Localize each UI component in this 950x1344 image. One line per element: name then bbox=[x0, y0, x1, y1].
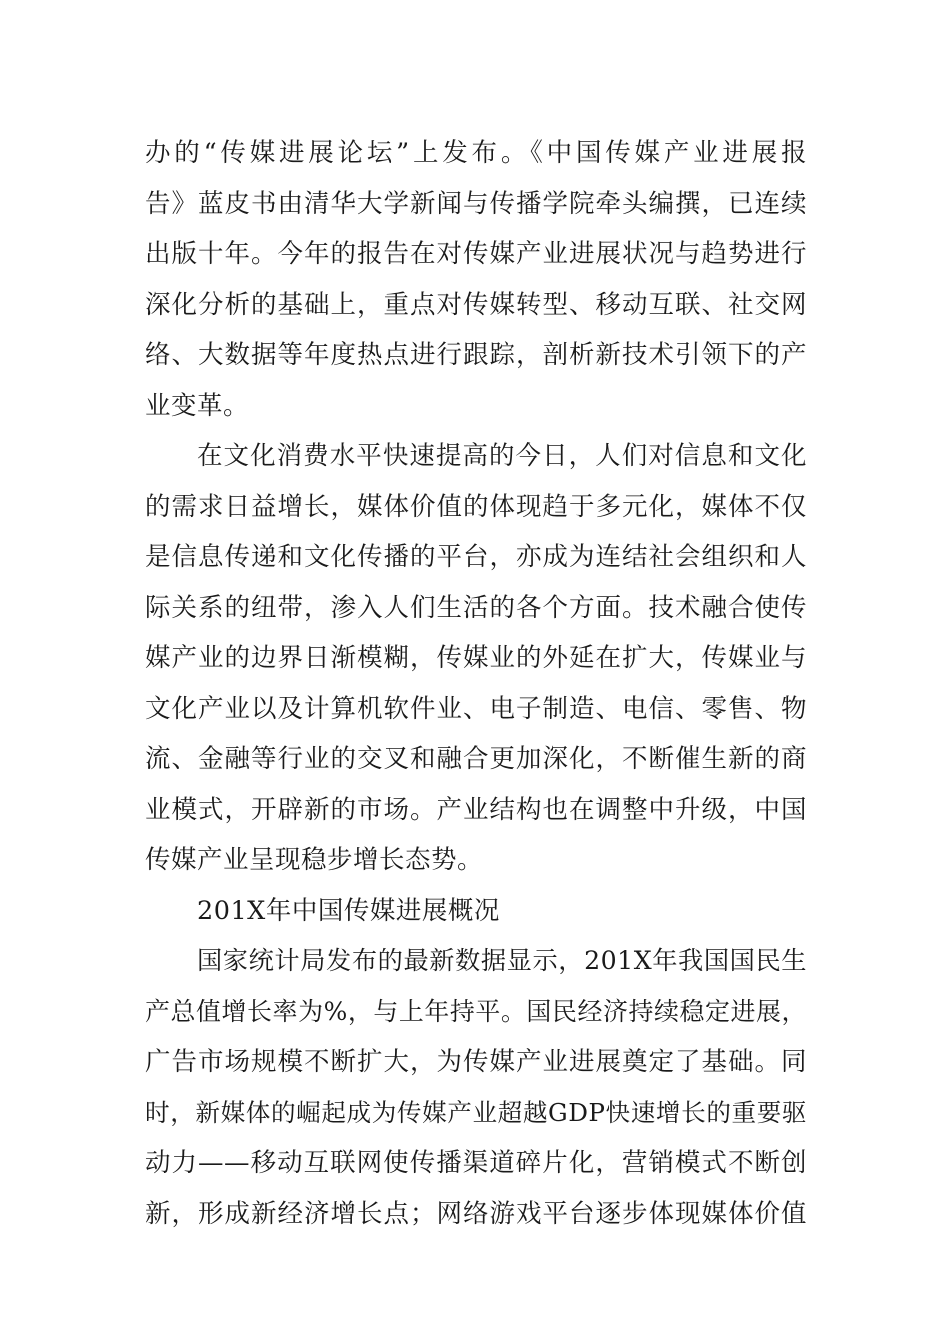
text-line: 出版十年。今年的报告在对传媒产业进展状况与趋势进行 bbox=[145, 239, 807, 269]
text-line: 络、大数据等年度热点进行跟踪，剖析新技术引领下的产 bbox=[145, 340, 807, 370]
text-line: 流、金融等行业的交叉和融合更加深化，不断催生新的商 bbox=[145, 744, 807, 774]
text-line: 产总值增长率为%，与上年持平。国民经济持续稳定进展， bbox=[145, 996, 807, 1026]
text-line: 业变革。 bbox=[145, 390, 250, 421]
text-line: 深化分析的基础上，重点对传媒转型、移动互联、社交网 bbox=[145, 289, 807, 320]
text-line: 广告市场规模不断扩大，为传媒产业进展奠定了基础。同 bbox=[145, 1047, 807, 1077]
text-line: 的需求日益增长，媒体价值的体现趋于多元化，媒体不仅 bbox=[145, 491, 807, 522]
text-line: 新，形成新经济增长点；网络游戏平台逐步体现媒体价值 bbox=[145, 1198, 807, 1229]
text-line: 是信息传递和文化传播的平台，亦成为连结社会组织和人 bbox=[145, 542, 807, 572]
text-line: 动力——移动互联网使传播渠道碎片化，营销模式不断创 bbox=[145, 1148, 807, 1178]
text-line: 办的“传媒进展论坛”上发布。《中国传媒产业进展报 bbox=[145, 138, 807, 168]
text-line: 传媒产业呈现稳步增长态势。 bbox=[145, 845, 484, 875]
text-line: 媒产业的边界日渐模糊，传媒业的外延在扩大，传媒业与 bbox=[145, 643, 807, 673]
text-line: 时，新媒体的崛起成为传媒产业超越GDP快速增长的重要驱 bbox=[145, 1097, 807, 1127]
text-line: 告》蓝皮书由清华大学新闻与传播学院牵头编撰，已连续 bbox=[145, 188, 807, 219]
text-line: 国家统计局发布的最新数据显示，201X年我国国民生 bbox=[197, 946, 807, 975]
text-line: 际关系的纽带，渗入人们生活的各个方面。技术融合使传 bbox=[145, 592, 807, 623]
text-line: 文化产业以及计算机软件业、电子制造、电信、零售、物 bbox=[145, 693, 807, 724]
text-line: 业模式，开辟新的市场。产业结构也在调整中升级，中国 bbox=[145, 794, 807, 825]
section-heading: 201X年中国传媒进展概况 bbox=[197, 895, 500, 926]
text-line: 在文化消费水平快速提高的今日，人们对信息和文化 bbox=[197, 441, 807, 471]
body-text bbox=[145, 128, 807, 1239]
